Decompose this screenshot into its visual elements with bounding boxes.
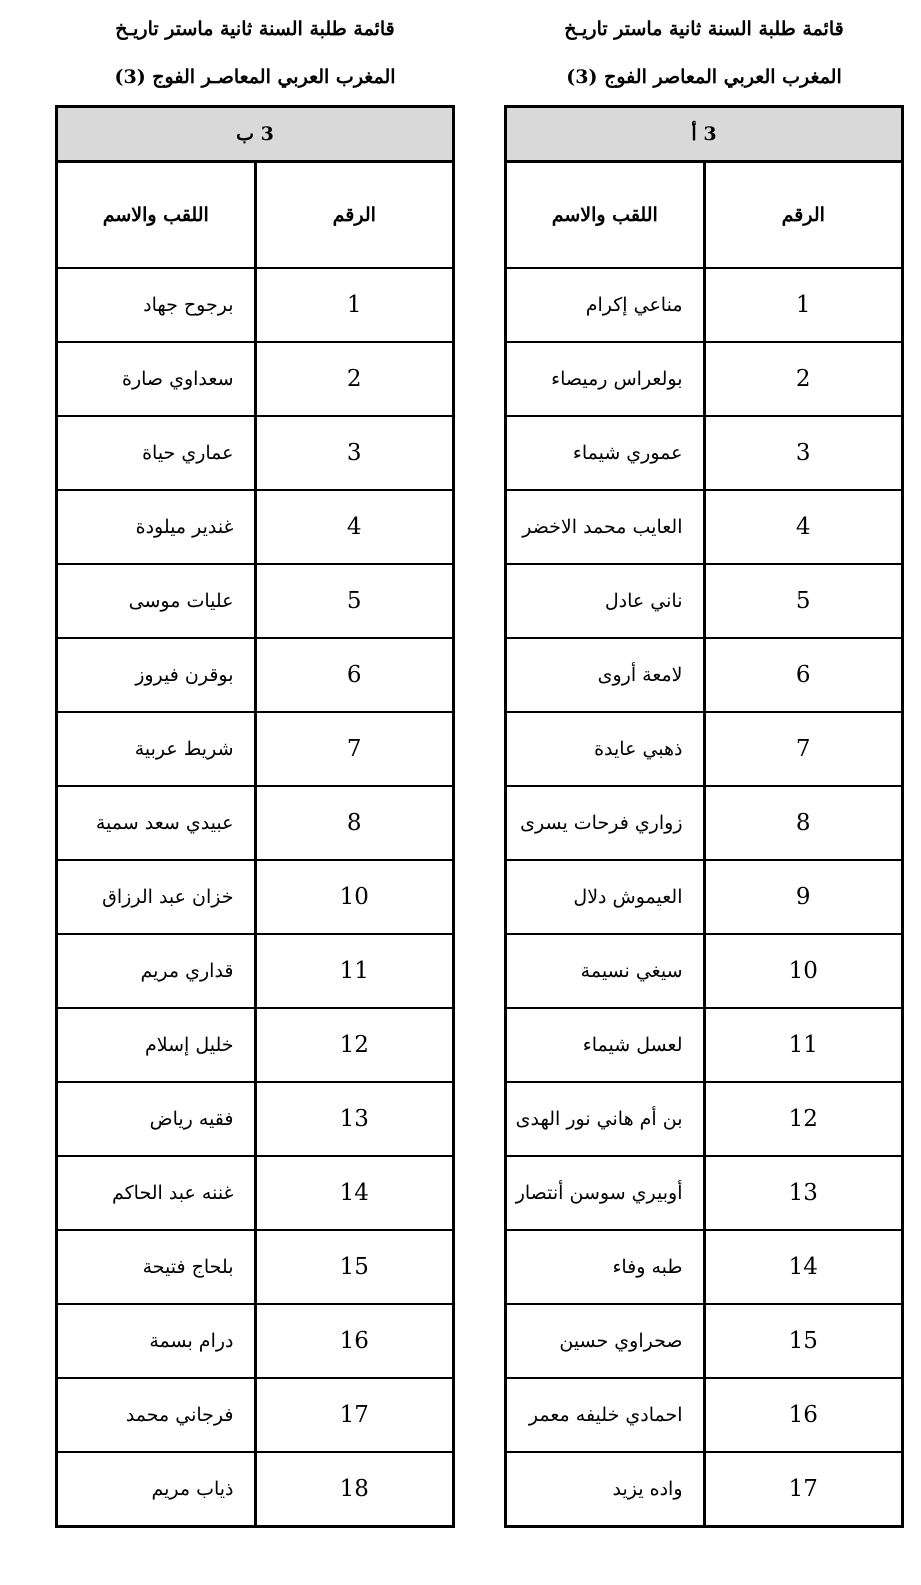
table-row [57,934,454,1008]
student-name: عموري شيماء [506,416,705,490]
table-row [57,1452,454,1527]
column-header-name: اللقب والاسم [57,162,256,269]
student-name: زواري فرحات يسرى [506,786,705,860]
row-number: 17 [704,1452,903,1527]
student-name: غننه عبد الحاكم [57,1156,256,1230]
row-number: 8 [255,786,454,860]
row-number: 13 [704,1156,903,1230]
student-table [55,105,455,1528]
student-name: عبيدي سعد سمية [57,786,256,860]
student-name: أوبيري سوسن أنتصار [506,1156,705,1230]
list-title-line1: قائمة طلبة السنة ثانية ماستر تاريـخ [564,18,844,40]
student-name: العيموش دلال [506,860,705,934]
table-row [57,416,454,490]
table-row [57,490,454,564]
row-number: 6 [255,638,454,712]
row-number: 3 [704,416,903,490]
table-row [506,490,903,564]
student-name: احمادي خليفه معمر [506,1378,705,1452]
table-row [506,1378,903,1452]
row-number: 10 [704,934,903,1008]
student-name: ذياب مريم [57,1452,256,1527]
student-table [504,105,904,1528]
student-name: فقيه رياض [57,1082,256,1156]
group-label: 3 أ [506,107,903,162]
table-row [57,564,454,638]
student-name: شريط عربية [57,712,256,786]
student-name: طبه وفاء [506,1230,705,1304]
table-row [57,1082,454,1156]
table-row [506,416,903,490]
column-header-number: الرقم [704,162,903,269]
group-row [57,107,454,162]
group-label: 3 ب [57,107,454,162]
table-row [57,712,454,786]
row-number: 16 [704,1378,903,1452]
student-name: بلحاج فتيحة [57,1230,256,1304]
row-number: 10 [255,860,454,934]
student-name: لامعة أروى [506,638,705,712]
student-name: غندير ميلودة [57,490,256,564]
student-name: عليات موسى [57,564,256,638]
student-name: واده يزيد [506,1452,705,1527]
row-number: 14 [704,1230,903,1304]
row-number: 1 [704,268,903,342]
row-number: 11 [704,1008,903,1082]
table-row [57,1378,454,1452]
table-row [57,1230,454,1304]
table-row [506,564,903,638]
table-row [506,934,903,1008]
table-row [506,1008,903,1082]
student-name: ذهبي عايدة [506,712,705,786]
table-row [57,638,454,712]
table-row [57,786,454,860]
row-number: 2 [704,342,903,416]
row-number: 14 [255,1156,454,1230]
row-number: 18 [255,1452,454,1527]
table-row [506,1082,903,1156]
row-number: 11 [255,934,454,1008]
student-name: بن أم هاني نور الهدى [506,1082,705,1156]
row-number: 12 [255,1008,454,1082]
table-row [57,1156,454,1230]
header-row [57,162,454,269]
row-number: 7 [255,712,454,786]
column-header-number: الرقم [255,162,454,269]
table-row [57,342,454,416]
row-number: 17 [255,1378,454,1452]
student-name: مناعي إكرام [506,268,705,342]
row-number: 5 [704,564,903,638]
student-name: سعداوي صارة [57,342,256,416]
student-name: صحراوي حسين [506,1304,705,1378]
header-row [506,162,903,269]
row-number: 3 [255,416,454,490]
table-row [506,1156,903,1230]
row-number: 4 [255,490,454,564]
student-name: قداري مريم [57,934,256,1008]
student-name: فرجاني محمد [57,1378,256,1452]
table-row [57,268,454,342]
student-name: خليل إسلام [57,1008,256,1082]
row-number: 15 [704,1304,903,1378]
row-number: 2 [255,342,454,416]
table-row [506,268,903,342]
row-number: 4 [704,490,903,564]
row-number: 6 [704,638,903,712]
table-row [57,860,454,934]
table-row [506,638,903,712]
table-row [506,342,903,416]
table-row [506,860,903,934]
student-name: ناني عادل [506,564,705,638]
student-name: درام بسمة [57,1304,256,1378]
column-header-name: اللقب والاسم [506,162,705,269]
list-title-line2: المغرب العربي المعاصر الفوج (3) [566,66,842,88]
table-row [506,786,903,860]
row-number: 13 [255,1082,454,1156]
list-title-line2: المغرب العربي المعاصـر الفوج (3) [114,66,396,88]
row-number: 1 [255,268,454,342]
table-row [506,1452,903,1527]
table-row [57,1304,454,1378]
row-number: 8 [704,786,903,860]
student-name: سيغي نسيمة [506,934,705,1008]
student-name: بوقرن فيروز [57,638,256,712]
student-name: بولعراس رميصاء [506,342,705,416]
row-number: 16 [255,1304,454,1378]
table-row [506,1304,903,1378]
table-row [506,1230,903,1304]
student-name: برجوح جهاد [57,268,256,342]
student-name: خزان عبد الرزاق [57,860,256,934]
row-number: 12 [704,1082,903,1156]
list-title-line1: قائمة طلبة السنة ثانية ماستر تاريـخ [115,18,395,40]
table-row [57,1008,454,1082]
student-name: لعسل شيماء [506,1008,705,1082]
group-row [506,107,903,162]
student-name: العايب محمد الاخضر [506,490,705,564]
row-number: 15 [255,1230,454,1304]
student-name: عماري حياة [57,416,256,490]
row-number: 7 [704,712,903,786]
row-number: 5 [255,564,454,638]
table-row [506,712,903,786]
row-number: 9 [704,860,903,934]
